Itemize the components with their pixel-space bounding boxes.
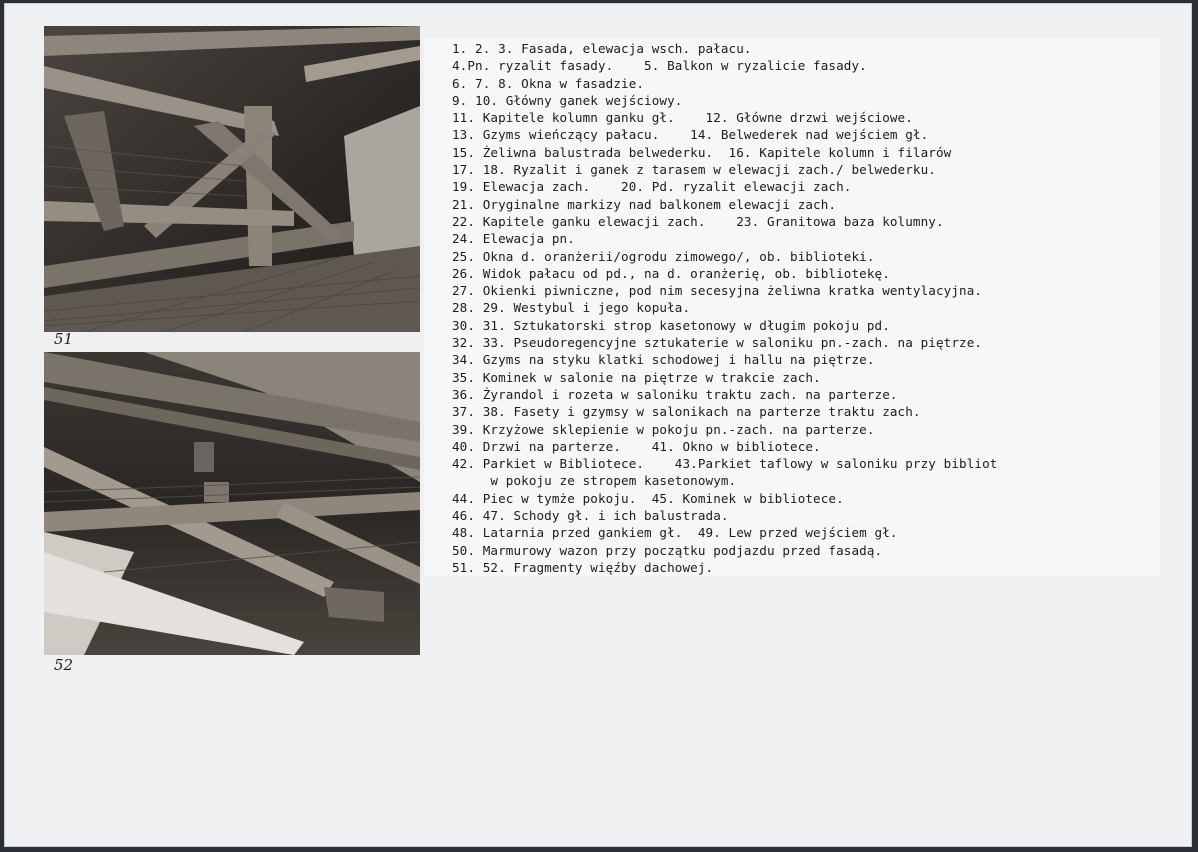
caption-line: 35. Kominek w salonie na piętrze w trakcie zach. <box>452 369 821 385</box>
caption-line: 48. Latarnia przed gankiem gł. 49. Lew przed wejściem gł. <box>452 525 898 541</box>
caption-line: 44. Piec w tymże pokoju. 45. Kominek w bibliotece. <box>452 490 844 506</box>
caption-line: 42. Parkiet w Bibliotece. 43.Parkiet taflowy w saloniku przy bibliot <box>452 456 998 472</box>
caption-line: 30. 31. Sztukatorski strop kasetonowy w długim pokoju pd. <box>452 317 890 333</box>
roof-truss-photo-52 <box>44 352 420 655</box>
caption-line: 19. Elewacja zach. 20. Pd. ryzalit elewacji zach. <box>452 179 852 195</box>
caption-line: 39. Krzyżowe sklepienie w pokoju pn.-zach. na parterze. <box>452 421 875 437</box>
caption-line: 15. Żeliwna balustrada belwederku. 16. Kapitele kolumn i filarów <box>452 144 952 160</box>
caption-line: 36. Żyrandol i rozeta w saloniku traktu zach. na parterze. <box>452 386 898 402</box>
caption-line: 50. Marmurowy wazon przy początku podjazdu przed fasadą. <box>452 542 883 558</box>
caption-list <box>452 40 997 576</box>
caption-line: 40. Drzwi na parterze. 41. Okno w bibliotece. <box>452 438 821 454</box>
caption-line: 25. Okna d. oranżerii/ogrodu zimowego/, ob. biblioteki. <box>452 248 875 264</box>
caption-line: 11. Kapitele kolumn ganku gł. 12. Główne drzwi wejściowe. <box>452 110 913 126</box>
caption-line: w pokoju ze stropem kasetonowym. <box>452 473 737 489</box>
caption-line: 28. 29. Westybul i jego kopuła. <box>452 300 691 316</box>
roof-truss-photo-51 <box>44 26 420 332</box>
caption-line: 26. Widok pałacu od pd., na d. oranżerię, ob. bibliotekę. <box>452 265 890 281</box>
caption-line: 17. 18. Ryzalit i ganek z tarasem w elewacji zach./ belwederku. <box>452 162 936 178</box>
caption-line: 21. Oryginalne markizy nad balkonem elewacji zach. <box>452 196 837 212</box>
caption-line: 37. 38. Fasety i gzymsy w salonikach na parterze traktu zach. <box>452 404 921 420</box>
caption-line: 22. Kapitele ganku elewacji zach. 23. Granitowa baza kolumny. <box>452 213 944 229</box>
caption-line: 32. 33. Pseudoregencyjne sztukaterie w saloniku pn.-zach. na piętrze. <box>452 335 983 351</box>
photo-number-52: 52 <box>54 656 74 674</box>
caption-line: 9. 10. Główny ganek wejściowy. <box>452 92 683 108</box>
caption-line: 6. 7. 8. Okna w fasadzie. <box>452 75 645 91</box>
caption-line: 51. 52. Fragmenty więźby dachowej. <box>452 559 714 575</box>
caption-line: 1. 2. 3. Fasada, elewacja wsch. pałacu. <box>452 41 752 56</box>
photo-number-51: 51 <box>54 330 74 348</box>
caption-line: 34. Gzyms na styku klatki schodowej i hallu na piętrze. <box>452 352 875 368</box>
caption-line: 24. Elewacja pn. <box>452 231 575 247</box>
caption-line: 4.Pn. ryzalit fasady. 5. Balkon w ryzalicie fasady. <box>452 58 867 74</box>
caption-line: 46. 47. Schody gł. i ich balustrada. <box>452 508 729 524</box>
caption-line: 27. Okienki piwniczne, pod nim secesyjna żeliwna kratka wentylacyjna. <box>452 283 983 299</box>
caption-line: 13. Gzyms wieńczący pałacu. 14. Belwederek nad wejściem gł. <box>452 127 929 143</box>
